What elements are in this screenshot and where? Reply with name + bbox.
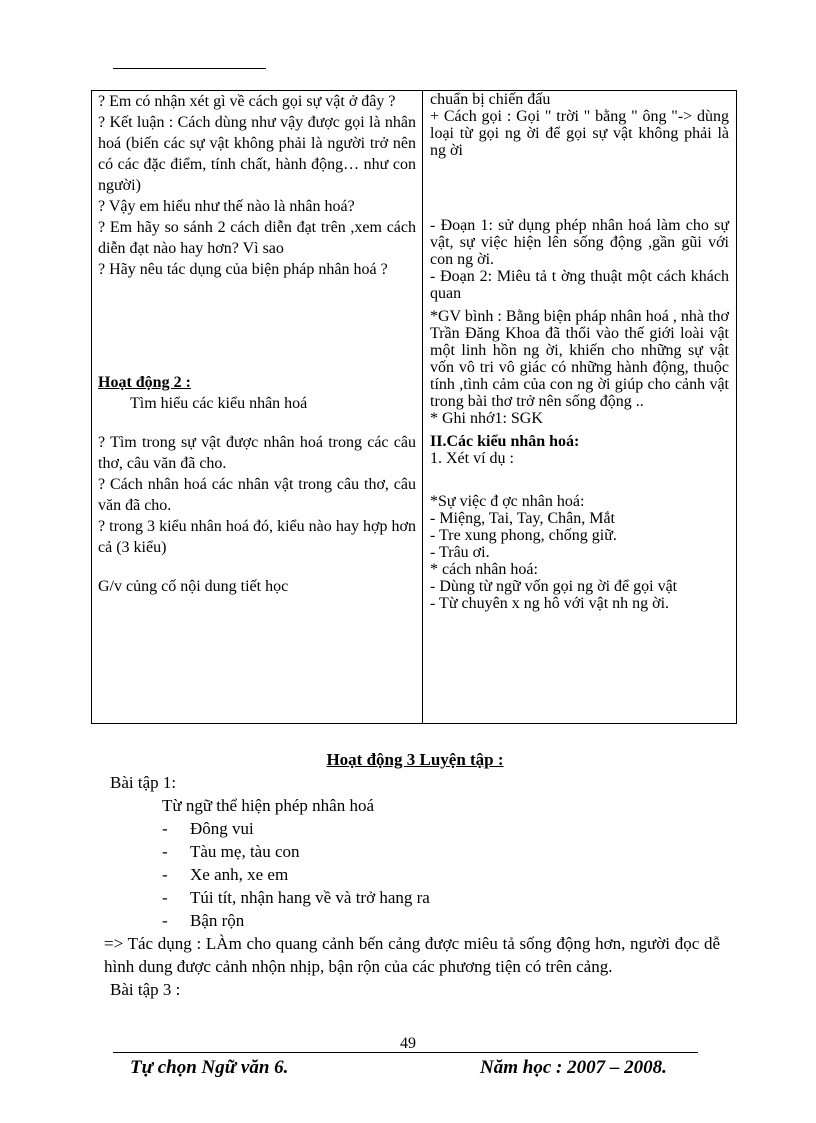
remember-note: * Ghi nhớ1: SGK	[430, 410, 543, 427]
question-4: ? Em hãy so sánh 2 cách diễn đạt trên ,xem cách diễn đạt nào hay hơn? Vì sao	[98, 219, 416, 257]
list-item: - Bận rộn	[162, 909, 720, 932]
personification-word-list	[110, 817, 720, 932]
lesson-table	[91, 90, 737, 724]
exercise3-label: Bài tập 3 :	[110, 980, 181, 999]
answer-3: - Đoạn 1: sử dụng phép nhân hoá làm cho sự vật, sự việc hiện lên sống động ,gần gũi với con ng ời.	[430, 217, 729, 268]
question-5: ? Hãy nêu tác dụng của biện pháp nhân hoá ?	[98, 261, 388, 278]
question-6: ? Tìm trong sự vật được nhân hoá trong các câu thơ, câu văn đã cho.	[98, 434, 416, 472]
list-item: - Đông vui	[162, 817, 720, 840]
footer-school-year: Năm học : 2007 – 2008.	[480, 1057, 667, 1078]
activity3-section	[104, 748, 720, 1001]
right-column	[423, 91, 737, 724]
activity2-heading: Hoạt động 2 :	[98, 374, 191, 391]
question-1: ? Em có nhận xét gì về cách gọi sự vật ở đây ?	[98, 93, 396, 110]
section2-heading	[430, 433, 729, 450]
method-item-2: - Từ chuyên x ng hô với vật nh ng ời.	[430, 595, 670, 612]
activity2-subheading: Tìm hiểu các kiểu nhân hoá	[130, 395, 308, 412]
teacher-summary: G/v củng cố nội dung tiết học	[98, 578, 289, 595]
activity3-title: Hoạt động 3 Luyện tập :	[326, 750, 504, 769]
list-item: - Xe anh, xe em	[162, 863, 720, 886]
teacher-commentary: *GV bình : Bằng biện pháp nhân hoá , nhà thơ Trần Đăng Khoa đã thổi vào thế giới loài vật một linh hồn ng ời, khiến cho những sự vật vốn vô tri vô giác có những hành động, thuộc tính ,tình cảm của con ng ời giúp cho cảnh vật trong bài thơ trở nên sống động ..	[430, 308, 729, 410]
effect-paragraph: => Tác dụng : LÀm cho quang cảnh bến cảng được miêu tả sống động hơn, người đọc dễ hình dung được cảnh nhộn nhịp, bận rộn của các phương tiện có trên cảng.	[104, 934, 720, 976]
exercise1-label: Bài tập 1:	[110, 773, 177, 792]
question-2: ? Kết luận : Cách dùng như vậy được gọi là nhân hoá (biến các sự vật không phải là người trở nên có các đặc điểm, tính chất, hành động… như con người)	[98, 114, 416, 194]
left-column	[92, 91, 423, 724]
header-rule	[113, 68, 266, 69]
answer-1: chuẩn bị chiến đấu	[430, 91, 551, 108]
answer-2: + Cách gọi : Gọi " trời " bằng " ông "-> dùng loại từ gọi ng ời để gọi sự vật không phải là ng ời	[430, 108, 729, 159]
personified-things-label: *Sự việc đ ợc nhân hoá:	[430, 493, 585, 510]
example-label: 1. Xét ví dụ :	[430, 450, 514, 467]
personification-method-label: * cách nhân hoá:	[430, 561, 538, 578]
section2-title: Các kiểu nhân hoá:	[446, 433, 580, 450]
answer-4: - Đoạn 2: Miêu tả t ờng thuật một cách khách quan	[430, 268, 729, 302]
example-item-1: - Miệng, Tai, Tay, Chân, Mắt	[430, 510, 615, 527]
example-item-2: - Tre xung phong, chống giữ.	[430, 527, 617, 544]
list-item: - Túi tít, nhận hang về và trở hang ra	[162, 886, 720, 909]
footer-course-title: Tự chọn Ngữ văn 6.	[130, 1057, 289, 1078]
page-number: 49	[400, 1035, 416, 1052]
question-8: ? trong 3 kiểu nhân hoá đó, kiểu nào hay hợp hơn cả (3 kiểu)	[98, 518, 416, 556]
example-item-3: - Trâu ơi.	[430, 544, 490, 561]
list-item: - Tàu mẹ, tàu con	[162, 840, 720, 863]
method-item-1: - Dùng từ ngữ vốn gọi ng ời để gọi vật	[430, 578, 678, 595]
section2-number: II.	[430, 433, 447, 450]
question-3: ? Vậy em hiểu như thế nào là nhân hoá?	[98, 198, 355, 215]
exercise1-subtitle: Từ ngữ thể hiện phép nhân hoá	[162, 796, 374, 815]
question-7: ? Cách nhân hoá các nhân vật trong câu thơ, câu văn đã cho.	[98, 476, 416, 514]
footer-rule	[113, 1052, 698, 1053]
